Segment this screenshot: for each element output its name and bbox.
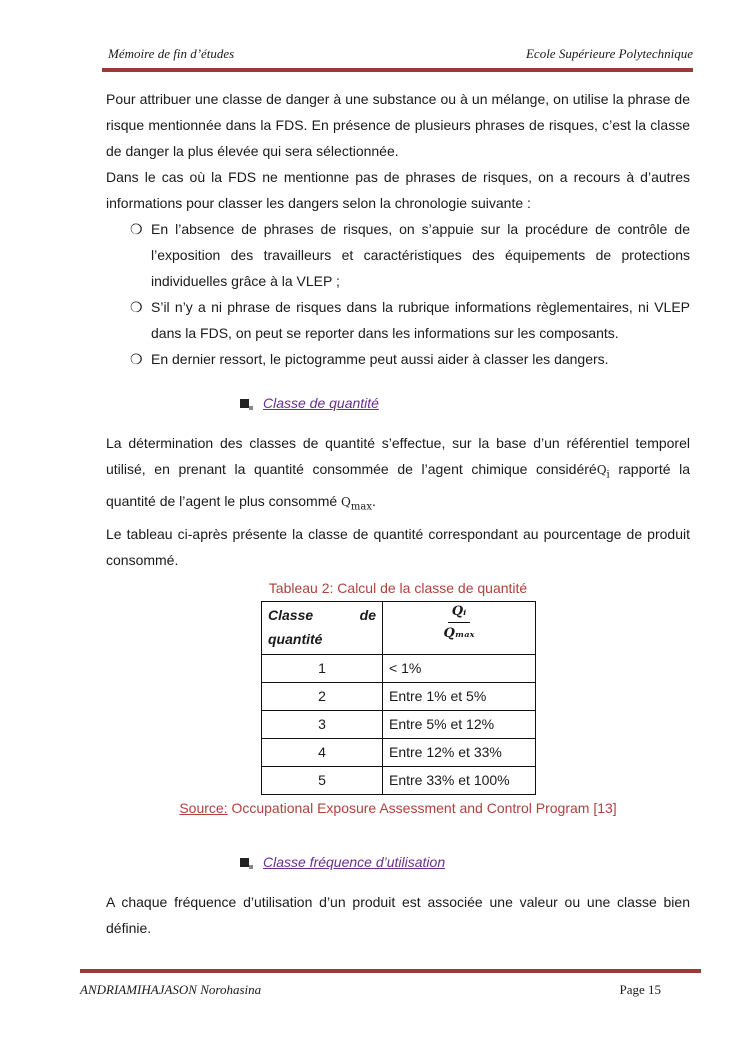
header-right-title: Ecole Supérieure Polytechnique bbox=[525, 46, 693, 61]
circle-bullet-icon: ❍ bbox=[130, 221, 143, 237]
list-item-text: S’il n’y a ni phrase de risques dans la rubrique informations règlementaires, ni VLEP dans la FDS, on peut se reporter dans les informations sur les composants. bbox=[151, 299, 690, 341]
list-item bbox=[130, 346, 690, 372]
table-source bbox=[106, 797, 690, 819]
math-qi: $Q_i$ bbox=[596, 463, 610, 481]
paragraph-text: La détermination des classes de quantité s’effectue, sur la base d’un référentiel temporel utilisé, en prenant la quantité consommée de l’agent chimique considéré bbox=[106, 435, 690, 477]
page-body bbox=[106, 86, 690, 941]
footer-author: ANDRIAMIHAJASON Norohasina bbox=[80, 982, 262, 997]
paragraph-text: rapporté la quantité de l’agent le plus consommé bbox=[106, 461, 691, 510]
list-item-text: En dernier ressort, le pictogramme peut aussi aider à classer les dangers. bbox=[151, 351, 609, 367]
subheading-link[interactable]: Classe de quantité bbox=[263, 395, 379, 411]
paragraph-no-risk-phrases: Dans le cas où la FDS ne mentionne pas de phrases de risques, on a recours à d’autres informations pour classer les dangers selon la chronologie suivante : bbox=[106, 169, 690, 211]
list-item bbox=[130, 294, 690, 346]
table-row: 4 Entre 12% et 33% bbox=[262, 738, 536, 766]
footer-rule bbox=[80, 969, 701, 973]
quantity-class-table bbox=[261, 601, 536, 795]
list-item bbox=[130, 216, 690, 294]
table-row: 5 Entre 33% et 100% bbox=[262, 766, 536, 794]
list-item-text: En l’absence de phrases de risques, on s’appuie sur la procédure de contrôle de l’exposition des travailleurs et caractéristiques des équipements de protections individuelles grâce à la VLEP ; bbox=[151, 221, 690, 289]
subheading-quantity-class bbox=[240, 390, 690, 416]
header-cell-classe: Classe de quantité bbox=[262, 601, 383, 654]
table-caption: Tableau 2: Calcul de la classe de quantité bbox=[268, 579, 528, 596]
table-row: 2 Entre 1% et 5% bbox=[262, 682, 536, 710]
subheading-frequency-class bbox=[240, 849, 690, 875]
ratio-fraction: Qᵢ Qₘₐₓ bbox=[443, 603, 475, 641]
bullet-list bbox=[106, 216, 690, 372]
table-row: 1 < 1% bbox=[262, 654, 536, 682]
source-text: Occupational Exposure Assessment and Control Program [13] bbox=[227, 799, 617, 816]
paragraph-table-intro: Le tableau ci-après présente la classe de quantité correspondant au pourcentage de produit consommé. bbox=[106, 525, 690, 568]
circle-bullet-icon: ❍ bbox=[130, 351, 143, 367]
table-row: 3 Entre 5% et 12% bbox=[262, 710, 536, 738]
square-bullet-icon bbox=[240, 858, 249, 867]
paragraph-danger-class: Pour attribuer une classe de danger à une substance ou à un mélange, on utilise la phrase de risque mentionnée dans la FDS. En présence de plusieurs phrases de risques, c’est la classe de danger la plus élevée qui sera sélectionnée. bbox=[106, 91, 690, 159]
square-bullet-icon bbox=[240, 399, 249, 408]
paragraph-frequency: A chaque fréquence d’utilisation d’un produit est associée une valeur ou une classe bien définie. bbox=[106, 893, 690, 936]
subheading-link[interactable]: Classe fréquence d’utilisation bbox=[263, 853, 446, 870]
circle-bullet-icon: ❍ bbox=[130, 299, 143, 315]
page-number: Page 15 bbox=[619, 982, 661, 997]
header-left-title: Mémoire de fin d’études bbox=[108, 46, 235, 61]
table-header-row bbox=[262, 601, 536, 654]
header-rule bbox=[102, 68, 693, 72]
header-cell-ratio bbox=[383, 601, 536, 654]
paragraph-quantity-determination: La détermination des classes de quantité s’effectue, sur la base d’un référentiel temporel utilisé, en prenant la quantité consommée de l’agent chimique considéréQ$_i$ rapporté la quantité de l’agent le plus consommé $Q_{max}$. bbox=[106, 435, 691, 513]
source-label: Source: bbox=[179, 799, 228, 816]
math-qmax: $Q_{max}$ bbox=[341, 495, 372, 513]
